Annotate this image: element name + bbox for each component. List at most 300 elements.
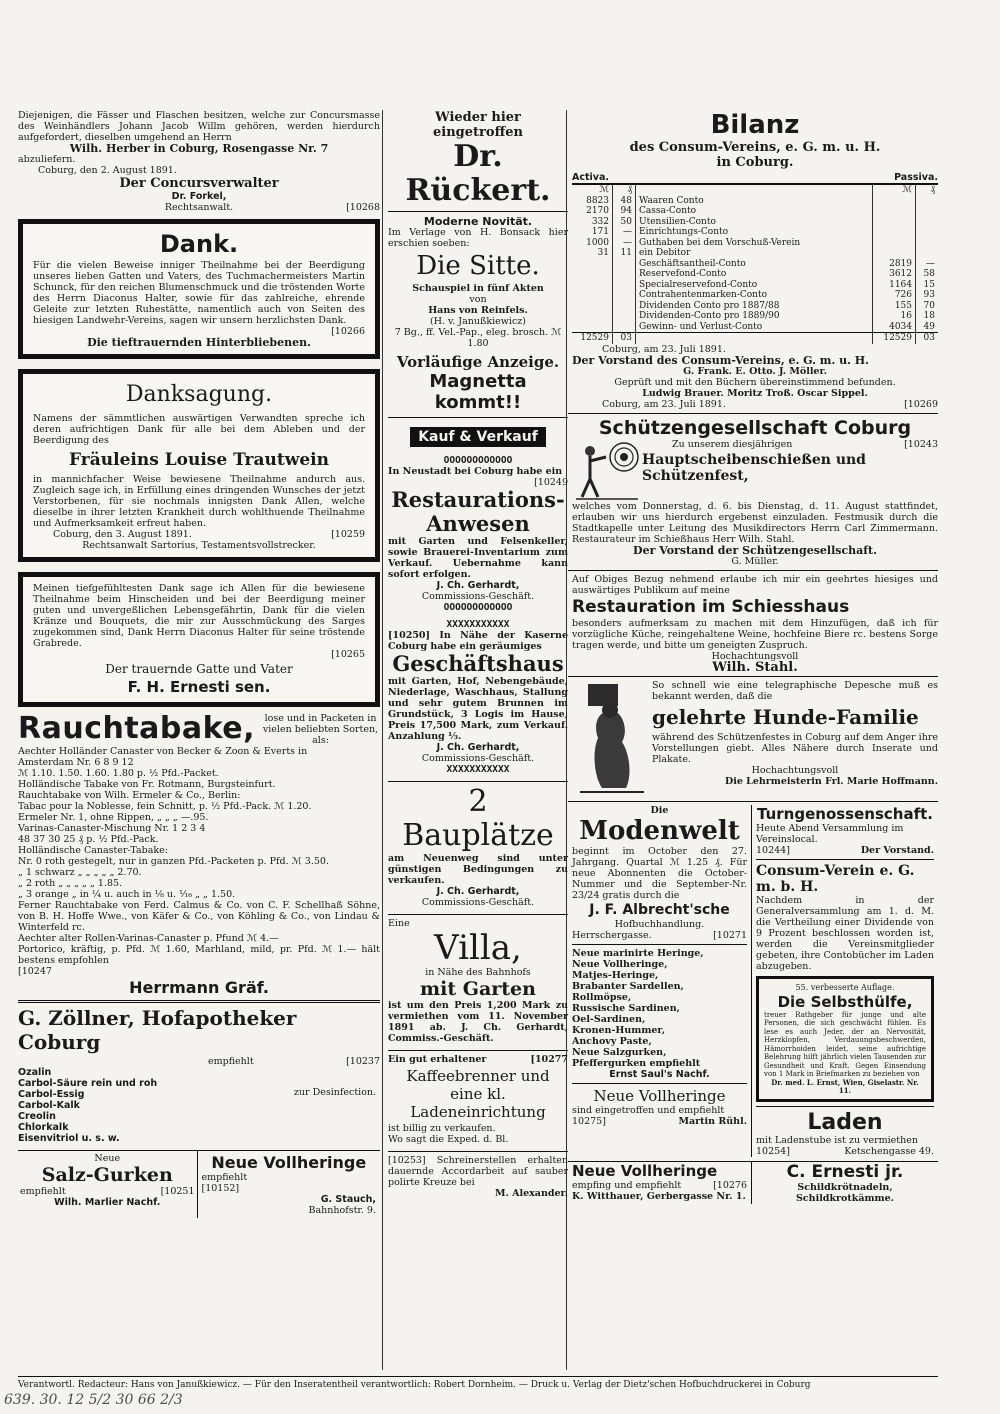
laden-ad: [756, 1110, 934, 1157]
rauchtabak-line: Portorico, kräftig, p. Pfd. ℳ 1.60, Marhland, mild, pr. Pfd. ℳ 1.— hält bestens empfohlen: [18, 944, 380, 966]
concurs-text: Diejenigen, die Fässer und Flaschen besitzen, welche zur Concursmasse des Weinhändlers Johann Jacob Willm gehören, werden hierdurch aufgefordert, dieselben umgehend an Herrn: [18, 110, 380, 143]
bilanz-cell-ap: [613, 322, 636, 333]
zoellner-item: Eisenvitriol u. s. w.: [18, 1133, 120, 1144]
bilanz-cell-am: [572, 259, 613, 270]
restaur-gruss: Hochachtungsvoll: [711, 650, 799, 662]
danksagung-name: Fräuleins Louise Trautwein: [69, 450, 329, 470]
bilanz-cell-label: Cassa-Conto: [639, 206, 697, 216]
rauchtabak-title: Rauchtabake,: [18, 711, 256, 746]
column-rule-1: [382, 110, 383, 1370]
villa-head: Eine: [388, 918, 410, 929]
bilanz-cell-label: Utensilien-Conto: [639, 216, 716, 227]
bilanz-cell-pm: [873, 206, 916, 217]
dank-text: Für die vielen Beweise inniger Theilnahme bei der Beerdigung unseres lieben Gatten und Vaters, des Tuchmachermeisters Martin Schunck, für den reichen Blumenschmuck und die tröstenden Worte des Herrn Diaconus Halter, sowie für das zahlreiche, ehrende Geleite zur letzten Ruhestätte, namentlich auch von Seiten des hiesigen Landwehr-Vereins, sagen wir unsern herzlichsten Dank.: [33, 260, 365, 326]
total-ap: 03: [613, 333, 636, 344]
divider: [572, 944, 747, 945]
bauplaetze-ad: [388, 781, 568, 908]
turn-text: Heute Abend Versammlung im Vereinslocal.: [756, 822, 904, 845]
bilanz-cell-am: [572, 301, 613, 312]
ernesti-text: Meinen tiefgefühltesten Dank sage ich Allen für die bewiesene Theilnahme beim Hinscheiden und bei der Beerdigung meiner guten und unvergeßlichen Lebensgefährtin, Dank für die vielen Kränze und Bouquets, die mir zur Ausschmückung des Sarges zugekommen sind, Dank Herrn Diaconus Halter für seine tröstende Grabrede.: [33, 583, 365, 649]
concurs-role: Rechtsanwalt. [10268: [164, 202, 380, 213]
selbst-text: treuer Rathgeber für junge und alte Personen, die sich geschwächt fühlen. Es lese es auch Jeder, der an Nervosität, Herzklopfen, Verdauungsbeschwerden, Hämorrhoiden leidet, seine aufrichtige Belehrung hilft jährlich vielen Tausenden zur Gesundheit und Kraft. Gegen Einsendung von 1 Mark in Briefmarken zu beziehen von: [764, 1010, 926, 1078]
bilanz-cell-pp: [916, 196, 939, 207]
rauchtabak-line: „ 2 roth „ „ „ „ „ 1.85.: [18, 878, 123, 889]
bilanz-sub-2: in Coburg.: [716, 155, 794, 170]
heringe-item: Neue Vollheringe,: [572, 958, 668, 970]
sitte-sub: Schauspiel in fünf Akten: [412, 283, 544, 294]
danksagung-text-2: in mannichfacher Weise bewiesene Theilnahme andurch aus. Zugleich sage ich, in Erfüllung eines dringenden Wunsches der jetzt Verstorbenen, für sie nochmals innigsten Dank Allen, welche dieselbe in ihrer letzten Krankheit durch wohlthuende Theilnahme und Aufmerksamkeit erfreut haben.: [33, 474, 365, 529]
geschaeftshaus-ad: [388, 619, 568, 775]
bauplaetze-title: 2 Bauplätze: [402, 784, 554, 853]
turn-ad: [756, 805, 934, 856]
rauchtabak-line: Aechter Holländer Canaster von Becker & Zoon & Everts in: [18, 746, 308, 757]
heringe-signature: Ernst Saul's Nachf.: [609, 1068, 710, 1080]
rueckert-title: Dr. Rückert.: [405, 139, 551, 208]
bilanz-row: [572, 301, 938, 312]
vollheringe-number-2: 10275] Martin Rühl.: [572, 1115, 747, 1127]
kaffee-number: [10277: [530, 1054, 568, 1065]
bilanz-date-2: Coburg, am 23. Juli 1891. [10269: [602, 398, 938, 410]
schuetzen-signature: Der Vorstand der Schützengesellschaft.: [633, 543, 877, 557]
schuetzen-text-1: Zu unserem diesjährigen [10243: [672, 438, 938, 450]
divider: [756, 859, 934, 860]
geschaeft-text-1: [10250] In Nähe der Kaserne Coburg habe ein geräumiges: [388, 630, 568, 652]
bilanz-row: [572, 248, 938, 259]
bilanz-cell-ap: [613, 259, 636, 270]
kauf-ornament: OOOOOOOOOOOO: [443, 455, 513, 466]
bilanz-cell-ap: 48: [613, 196, 636, 207]
vollheringe-ad-2: [572, 1087, 747, 1127]
rauchtabak-signature: Herrmann Gräf.: [129, 978, 269, 997]
bilanz-cell-label: Dividenden Conto pro 1887/88: [639, 300, 780, 311]
bilanz-cell-pp: 18: [923, 311, 935, 321]
restaur-text-2: besonders aufmerksam zu machen mit dem Hinzufügen, daß ich für vorzügliche Küche, reingehaltene Weine, hochfeine Biere rc. bestens Sorge tragen werde, und bitte um geneigten Zuspruch.: [572, 617, 938, 651]
kaffee-text-3: Wo sagt die Exped. d. Bl.: [388, 1134, 509, 1145]
laden-number: 10254] Ketschengasse 49.: [756, 1145, 934, 1157]
sitte-price: 7 Bg., ff. Vel.-Pap., eleg. brosch. ℳ 1.80: [394, 327, 562, 349]
geschaeft-signature: J. Ch. Gerhardt,: [436, 742, 520, 753]
bilanz-cell-pm: 16: [873, 311, 916, 322]
bilanz-cell-ap: —: [613, 238, 636, 249]
concurs-notice: [18, 110, 380, 213]
zoellner-note: zur Desinfection.: [293, 1087, 377, 1098]
hunde-title: gelehrte Hunde-Familie: [652, 704, 919, 729]
bilanz-cell-label: Reservefond-Conto: [639, 269, 727, 279]
selbst-title: Die Selbsthülfe,: [777, 992, 913, 1011]
dog-icon: [572, 680, 652, 798]
vollheringe-text-2: sind eingetroffen und empfiehlt: [572, 1104, 725, 1116]
vollheringe-sub-1: empfiehlt: [201, 1172, 248, 1183]
ernesti2-line-2: Schildkrotkämme.: [796, 1192, 894, 1204]
bilanz-cell-pm: 726: [873, 290, 916, 301]
gurken-sub: empfiehlt [10251: [20, 1186, 195, 1197]
bilanz-units: [572, 185, 938, 196]
bilanz-cell-am: 2170: [572, 206, 613, 217]
schuetzen-number: [10243: [904, 438, 938, 450]
zoellner-ad: [18, 1006, 380, 1144]
heringe-item: Neue marinirte Heringe,: [572, 947, 704, 959]
bilanz-cell-pm: [873, 248, 916, 259]
rauchtabak-line: Varinas-Canaster-Mischung Nr. 1 2 3 4: [18, 823, 206, 834]
concurs-address-2: abzuliefern.: [18, 154, 76, 165]
schreiner-text: [10253] Schreinerstellen erhalten dauernde Accordarbeit auf sauber polirte Kreuze bei: [388, 1155, 568, 1188]
column-right: [568, 110, 938, 1204]
bilanz-row: [572, 206, 938, 217]
turn-title: Turngenossenschaft.: [757, 804, 933, 823]
heringe-item: Anchovy Paste,: [572, 1035, 652, 1047]
divider: [756, 1106, 934, 1107]
danksagung-notice: [18, 369, 380, 562]
bilanz-row: [572, 227, 938, 238]
vollheringe-title-2: Neue Vollheringe: [593, 1086, 726, 1105]
rueckert-ad: [388, 110, 568, 212]
kauf-ornament-end: OOOOOOOOOOOO: [443, 602, 513, 613]
zoellner-item: Carbol-Säure rein und roh: [18, 1078, 158, 1089]
bilanz-cell-am: [572, 311, 613, 322]
restaur-text-1: Auf Obiges Bezug nehmend erlaube ich mir ein geehrtes hiesiges und auswärtiges Publikum auf meine: [572, 573, 938, 596]
rauchtabak-ad: [18, 713, 380, 997]
heringe-item: Neue Salzgurken,: [572, 1046, 667, 1058]
heringe-item: Oel-Sardinen,: [572, 1013, 646, 1025]
heringe-item: Russische Sardinen,: [572, 1002, 680, 1014]
vollheringe-sign-2: Martin Rühl.: [678, 1115, 747, 1127]
right-lower-grid: [568, 805, 938, 1157]
total-pm: 12529: [873, 333, 916, 344]
schuetzen-title-2: Hauptscheibenschießen und Schützenfest,: [642, 451, 866, 484]
bauplaetze-signature-2: Commissions-Geschäft.: [421, 897, 535, 908]
rueckert-head: Wieder hier eingetroffen: [433, 110, 523, 140]
bilanz-cell-pp: 58: [923, 269, 935, 279]
kauf-signature-2: Commissions-Geschäft.: [421, 591, 535, 602]
concurs-number: [10268: [346, 202, 380, 213]
ernesti-notice: [18, 572, 380, 707]
restaurations-ad: [388, 455, 568, 613]
divider: [568, 801, 938, 802]
zoellner-item: Creolin: [18, 1111, 56, 1122]
schuetzen-title: Schützengesellschaft Coburg: [598, 416, 912, 439]
hunde-text-2: während des Schützenfestes in Coburg auf dem Anger ihre Vorstellungen giebt. Alles Nähere durch Inserate und Plakate.: [652, 731, 938, 765]
bottom-row-left: [18, 1150, 380, 1218]
kauf-text-1: In Neustadt bei Coburg habe ein: [388, 466, 563, 477]
heringe-item: Pfeffergurken empfiehlt: [572, 1057, 701, 1069]
dank-title: Dank.: [159, 230, 239, 258]
rauchtabak-line: ℳ 1.10. 1.50. 1.60. 1.80 p. ½ Pfd.-Packet.: [18, 768, 219, 779]
villa-title-2: mit Garten: [420, 978, 536, 1000]
kauf-label-wrap: [388, 418, 568, 455]
bilanz-header: [572, 172, 938, 185]
bilanz-row: [572, 217, 938, 228]
zoellner-items: [18, 1067, 290, 1144]
total-pp: 03: [923, 333, 935, 343]
bilanz-row: [572, 280, 938, 291]
sitte-von: von: [469, 294, 487, 305]
geschaeft-ornament: XXXXXXXXXXX: [446, 619, 510, 630]
hunde-text-1: So schnell wie eine telegraphische Depesche muß es bekannt werden, daß die: [652, 679, 938, 702]
rauchtabak-line: Rauchtabake von Wilh. Ermeler & Co., Berlin:: [18, 790, 241, 801]
bilanz-row: [572, 269, 938, 280]
bilanz-cell-pm: 3612: [873, 269, 916, 280]
villa-text-1: in Nähe des Bahnhofs: [425, 967, 531, 978]
rauchtabak-side: lose und in Packeten in vielen beliebten Sorten, als:: [262, 713, 379, 746]
bilanz-sub: des Consum-Vereins, e. G. m. u. H.: [629, 140, 881, 155]
bilanz-cell-pp: [916, 217, 939, 228]
bilanz-total: [572, 332, 938, 344]
geschaeft-ornament-end: XXXXXXXXXXX: [446, 764, 510, 775]
page-footer: Verantwortl. Redacteur: Hans von Janußkiewicz. — Für den Inseratentheil verantwortlich: Robert Dornheim. — Druck u. Verlag der Dietz'schen Hofbuchdruckerei in Coburg: [18, 1376, 938, 1390]
heringe-items: [572, 948, 747, 1069]
schreiner-signature: M. Alexander.: [494, 1188, 568, 1199]
bilanz-cell-label: Specialreservefond-Conto: [639, 279, 758, 290]
zoellner-sub: empfiehlt [10237: [208, 1056, 380, 1067]
modenwelt-text: beginnt im October den 27. Jahrgang. Quartal ℳ 1.25 ₰. Für neue Abonnenten die October-Nummer und die September-Nr. 23/24 gratis durch die: [572, 845, 747, 901]
sitte-head: Moderne Novität.: [423, 215, 533, 228]
bilanz-cell-am: 332: [572, 217, 613, 228]
bilanz-number: [10269: [904, 398, 938, 410]
danksagung-date: Coburg, den 3. August 1891. [10259: [53, 529, 365, 540]
bilanz-vorstand: Der Vorstand des Consum-Vereins, e. G. m. u. H.: [572, 353, 869, 367]
vollheringe-title-1: Neue Vollheringe: [211, 1153, 367, 1172]
anzeige-sub: Magnetta kommt!!: [429, 371, 527, 413]
ernesti2-title: C. Ernesti jr.: [786, 1161, 904, 1182]
bilanz-cell-label: Guthaben bei dem Vorschuß-Verein: [639, 237, 801, 248]
bilanz-cell-pp: 15: [923, 279, 935, 290]
bilanz-cell-pp: 70: [923, 300, 935, 311]
dank-number: [10266: [331, 326, 365, 337]
bilanz-cell-pp: [916, 206, 939, 217]
vollheringe-text-3: empfing und empfiehlt [10276: [572, 1179, 747, 1191]
column-left: [18, 110, 380, 1218]
gurken-signature: Wilh. Marlier Nachf.: [54, 1197, 161, 1208]
bauplaetze-text: am Neuenweg sind unter günstigen Bedingungen zu verkaufen.: [388, 853, 568, 886]
bilanz-cell-ap: —: [613, 227, 636, 238]
rauchtabak-line: Tabac pour la Noblesse, fein Schnitt, p. ½ Pfd.-Pack. ℳ 1.20.: [18, 801, 312, 812]
geschaeft-title: Geschäftshaus: [392, 651, 564, 676]
bilanz-cell-ap: [613, 290, 636, 301]
restaur-signature: Wilh. Stahl.: [712, 659, 798, 675]
bilanz-row: [572, 290, 938, 301]
modenwelt-number: [10271: [713, 929, 747, 941]
geschaeft-signature-2: Commissions-Geschäft.: [421, 753, 535, 764]
modenwelt-title: Modenwelt: [579, 815, 740, 846]
bilanz-passiva: Passiva.: [894, 172, 938, 183]
zoellner-title: G. Zöllner, Hofapotheker Coburg: [18, 1006, 297, 1054]
zoellner-item: Carbol-Kalk: [18, 1100, 80, 1111]
bilanz-cell-pm: 1164: [873, 280, 916, 291]
bilanz-date: Coburg, am 23. Juli 1891.: [602, 343, 726, 355]
consum-ad-2: [756, 863, 934, 972]
rauchtabak-line: Ermeler Nr. 1, ohne Rippen, „ „ „ —.95.: [18, 812, 209, 823]
bilanz-table: [572, 185, 938, 332]
sitte-publisher: Im Verlage von H. Bonsack hier erschien soeben:: [388, 227, 568, 249]
danksagung-number: [10259: [331, 529, 365, 540]
modenwelt-ad: [572, 805, 747, 941]
zoellner-item: Chlorkalk: [18, 1122, 69, 1133]
bilanz-cell-ap: [613, 280, 636, 291]
kaffee-text-2: ist billig zu verkaufen.: [388, 1123, 496, 1134]
rauchtabak-lines: [18, 746, 380, 977]
bilanz-cell-ap: [613, 301, 636, 312]
hunde-gruss: Hochachtungsvoll: [751, 764, 839, 776]
bilanz-row: [572, 196, 938, 207]
kaffee-ad: [388, 1050, 568, 1145]
schreiner-ad: [388, 1151, 568, 1199]
bilanz-cell-am: 171: [572, 227, 613, 238]
bilanz-cell-am: [572, 269, 613, 280]
schuetzen-ad: [568, 417, 938, 567]
ernesti-jr-ad: [752, 1162, 938, 1204]
kaffee-text-1: Ein gut erhaltener [10277: [388, 1054, 568, 1065]
kauf-label: Kauf & Verkauf: [410, 427, 546, 447]
unit-m: ℳ: [572, 185, 613, 196]
right-lower-right: [752, 805, 938, 1157]
gurken-head: Neue: [94, 1153, 121, 1164]
total-am: 12529: [572, 333, 613, 344]
sitte-author-2: (H. v. Janußkiewicz): [430, 316, 526, 327]
bilanz-cell-pp: [916, 227, 939, 238]
divider: [568, 676, 938, 677]
bilanz-cell-pm: 155: [873, 301, 916, 312]
bilanz-pruefer: Ludwig Brauer. Moritz Troß. Oscar Sippel.: [642, 387, 868, 399]
bilanz-cell-label: Gewinn- und Verlust-Conto: [639, 321, 763, 332]
concurs-name: Dr. Forkel,: [171, 191, 227, 202]
bilanz-cell-pm: [873, 217, 916, 228]
hunde-illustration: [572, 680, 652, 798]
laden-text: mit Ladenstube ist zu vermiethen: [756, 1134, 918, 1146]
kaffee-title: Kaffeebrenner und eine kl. Ladeneinrichtung: [406, 1067, 550, 1121]
bilanz-cell-ap: [613, 311, 636, 322]
unit-p-2: ₰: [930, 185, 935, 195]
divider: [568, 570, 938, 571]
schuetzen-signature-2: G. Müller.: [731, 555, 779, 567]
concurs-address: Wilh. Herber in Coburg, Rosengasse Nr. 7: [69, 142, 329, 155]
column-middle: [388, 110, 568, 1199]
modenwelt-head: Die: [650, 804, 669, 816]
rauchtabak-line: Ferner Rauchtabake von Ferd. Calmus & Co. von C. F. Schellhaß Söhne, von B. H. Hoffe Wwe., von Käfer & Co., von Köhling & Co., von Lindau & Winterfeld rc.: [18, 900, 380, 933]
dank-signature: Die tieftrauernden Hinterbliebenen.: [87, 336, 311, 349]
dank-notice: [18, 219, 380, 359]
rauchtabak-line: Nr. 0 roth gestegelt, nur in ganzen Pfd.-Packeten p. Pfd. ℳ 3.50.: [18, 856, 329, 867]
consum2-title: Consum-Verein e. G. m. b. H.: [756, 862, 915, 895]
rauchtabak-line: „ 3 orange „ in ¼ u. auch in ⅛ u. ⅟₁₆ „ „ 1.50.: [18, 889, 236, 900]
bilanz-cell-pp: —: [926, 258, 935, 269]
vollheringe-sign-1: G. Stauch,: [320, 1194, 376, 1205]
divider: [568, 413, 938, 414]
bilanz-geprueft: Geprüft und mit den Büchern übereinstimmend befunden.: [614, 376, 896, 388]
selbsthuelfe-ad: [756, 976, 934, 1102]
bilanz-cell-am: [572, 322, 613, 333]
selbst-head: 55. verbesserte Auflage.: [795, 982, 895, 992]
rauchtabak-line: Holländische Canaster-Tabake:: [18, 845, 168, 856]
villa-ad: [388, 914, 568, 1044]
anzeige-title: Vorläufige Anzeige.: [396, 353, 560, 371]
bilanz-cell-am: 8823: [572, 196, 613, 207]
heringe-ad: [572, 948, 747, 1080]
concurs-title: Der Concursverwalter: [119, 176, 279, 191]
anzeige-ad: [388, 349, 568, 418]
bilanz-cell-label: Waaren Conto: [639, 195, 704, 206]
bilanz-cell-ap: 11: [613, 248, 636, 259]
selbst-signature: Dr. med. L. Ernst, Wien, Giselastr. Nr. 11.: [771, 1077, 919, 1095]
vollheringe-ad-1: [198, 1151, 381, 1218]
schuetzen-illustration: [572, 439, 642, 501]
gurken-title: Salz-Gurken: [41, 1164, 173, 1186]
heringe-item: Rollmöpse,: [572, 991, 632, 1003]
sitte-title: Die Sitte.: [416, 251, 540, 281]
unit-m-2: ℳ: [873, 185, 916, 196]
ernesti2-line-1: Schildkrötnadeln,: [797, 1181, 893, 1193]
gurken-ad: [18, 1151, 197, 1218]
target-shooter-icon: [572, 439, 642, 501]
villa-title: Villa,: [434, 928, 522, 968]
laden-title: Laden: [807, 1109, 883, 1135]
bilanz-ad: [568, 110, 938, 410]
bilanz-cell-ap: 50: [613, 217, 636, 228]
bilanz-cell-ap: [613, 269, 636, 280]
rauchtabak-line: „ 1 schwarz „ „ „ „ „ 2.70.: [18, 867, 142, 878]
heringe-item: Brabanter Sardellen,: [572, 980, 684, 992]
handwritten-bottom: 639. 30. 12 5/2 30 66 2/3: [4, 1392, 183, 1408]
modenwelt-signature-2: Hofbuchhandlung.: [614, 918, 705, 930]
kauf-title: Restaurations-Anwesen: [391, 487, 565, 536]
vollheringe-title-3: Neue Vollheringe: [572, 1161, 718, 1180]
ernesti-number: [10265: [331, 649, 365, 660]
bilanz-cell-pp: 49: [923, 321, 935, 332]
concurs-date: Coburg, den 2. August 1891.: [38, 165, 177, 176]
kauf-signature: J. Ch. Gerhardt,: [436, 580, 520, 591]
danksagung-signature: Rechtsanwalt Sartorius, Testamentsvollstrecker.: [82, 540, 316, 551]
bilanz-cell-am: [572, 280, 613, 291]
schiesshaus-ad: [568, 574, 938, 673]
zoellner-item: Carbol-Essig: [18, 1089, 85, 1100]
bilanz-cell-pp: 93: [923, 290, 935, 300]
turn-signature: Der Vorstand.: [860, 844, 934, 856]
bilanz-cell-am: 1000: [572, 238, 613, 249]
villa-text-2: ist um den Preis 1,200 Mark zu vermiethen vom 11. November 1891 ab. J. Ch. Gerhardt, Commiss.-Geschäft.: [388, 1000, 568, 1044]
rauchtabak-line: [10247: [18, 966, 52, 977]
rauchtabak-line: Amsterdam Nr. 6 8 9 12: [18, 757, 134, 768]
vollheringe-number-3: [10276: [713, 1179, 747, 1191]
bilanz-cell-pm: 4034: [873, 322, 916, 333]
hunde-ad: [568, 680, 938, 798]
ernesti-sign-1: Der trauernde Gatte und Vater: [105, 662, 293, 676]
bilanz-row: [572, 322, 938, 333]
divider: [18, 1000, 380, 1003]
rauchtabak-line: 48 37 30 25 ₰ p. ½ Pfd.-Pack.: [18, 834, 159, 845]
sitte-author: Hans von Reinfels.: [428, 305, 528, 316]
danksagung-text-1: Namens der sämmtlichen auswärtigen Verwandten spreche ich deren aufrichtigen Dank für alle bei dem Ableben und der Beerdigung des: [33, 413, 365, 446]
geschaeft-text-2: mit Garten, Hof, Nebengebäude, Niederlage, Waschhaus, Stallung und sehr gutem Brunnen im Grundstück, 3 Logis im Hause, Preis 17,500 Mark, zum Verkauf. Anzahlung ⅓.: [388, 676, 568, 742]
bilanz-cell-label: ein Debitor: [639, 248, 691, 258]
right-bottom-row: [568, 1161, 938, 1204]
vollheringe-number-1: [10152]: [201, 1183, 240, 1194]
rauchtabak-line: Aechter alter Rollen-Varinas-Canaster p. Pfund ℳ 4.—: [18, 933, 279, 944]
ernesti-sign-2: F. H. Ernesti sen.: [127, 678, 271, 696]
bilanz-row: [572, 238, 938, 249]
unit-p: ₰: [613, 185, 636, 196]
divider: [572, 1083, 747, 1084]
zoellner-item: Ozalin: [18, 1067, 52, 1078]
bilanz-activa: Activa.: [572, 172, 609, 183]
rauchtabak-line: Holländische Tabake von Fr. Rotmann, Burgsteinfurt.: [18, 779, 276, 790]
modenwelt-signature: J. F. Albrecht'sche: [589, 901, 730, 918]
kauf-text-2: mit Garten und Felsenkeller, sowie Brauerei-Inventarium zum Verkauf. Uebernahme kann sofort erfolgen.: [388, 536, 568, 580]
heringe-item: Kronen-Hummer,: [572, 1024, 666, 1036]
vollheringe-sign-3: K. Witthauer, Gerbergasse Nr. 1.: [572, 1190, 746, 1202]
bilanz-cell-label: Einrichtungs-Conto: [639, 227, 729, 237]
bilanz-row: [572, 311, 938, 322]
bilanz-cell-am: [572, 290, 613, 301]
bilanz-cell-label: Contrahentenmarken-Conto: [639, 290, 767, 300]
